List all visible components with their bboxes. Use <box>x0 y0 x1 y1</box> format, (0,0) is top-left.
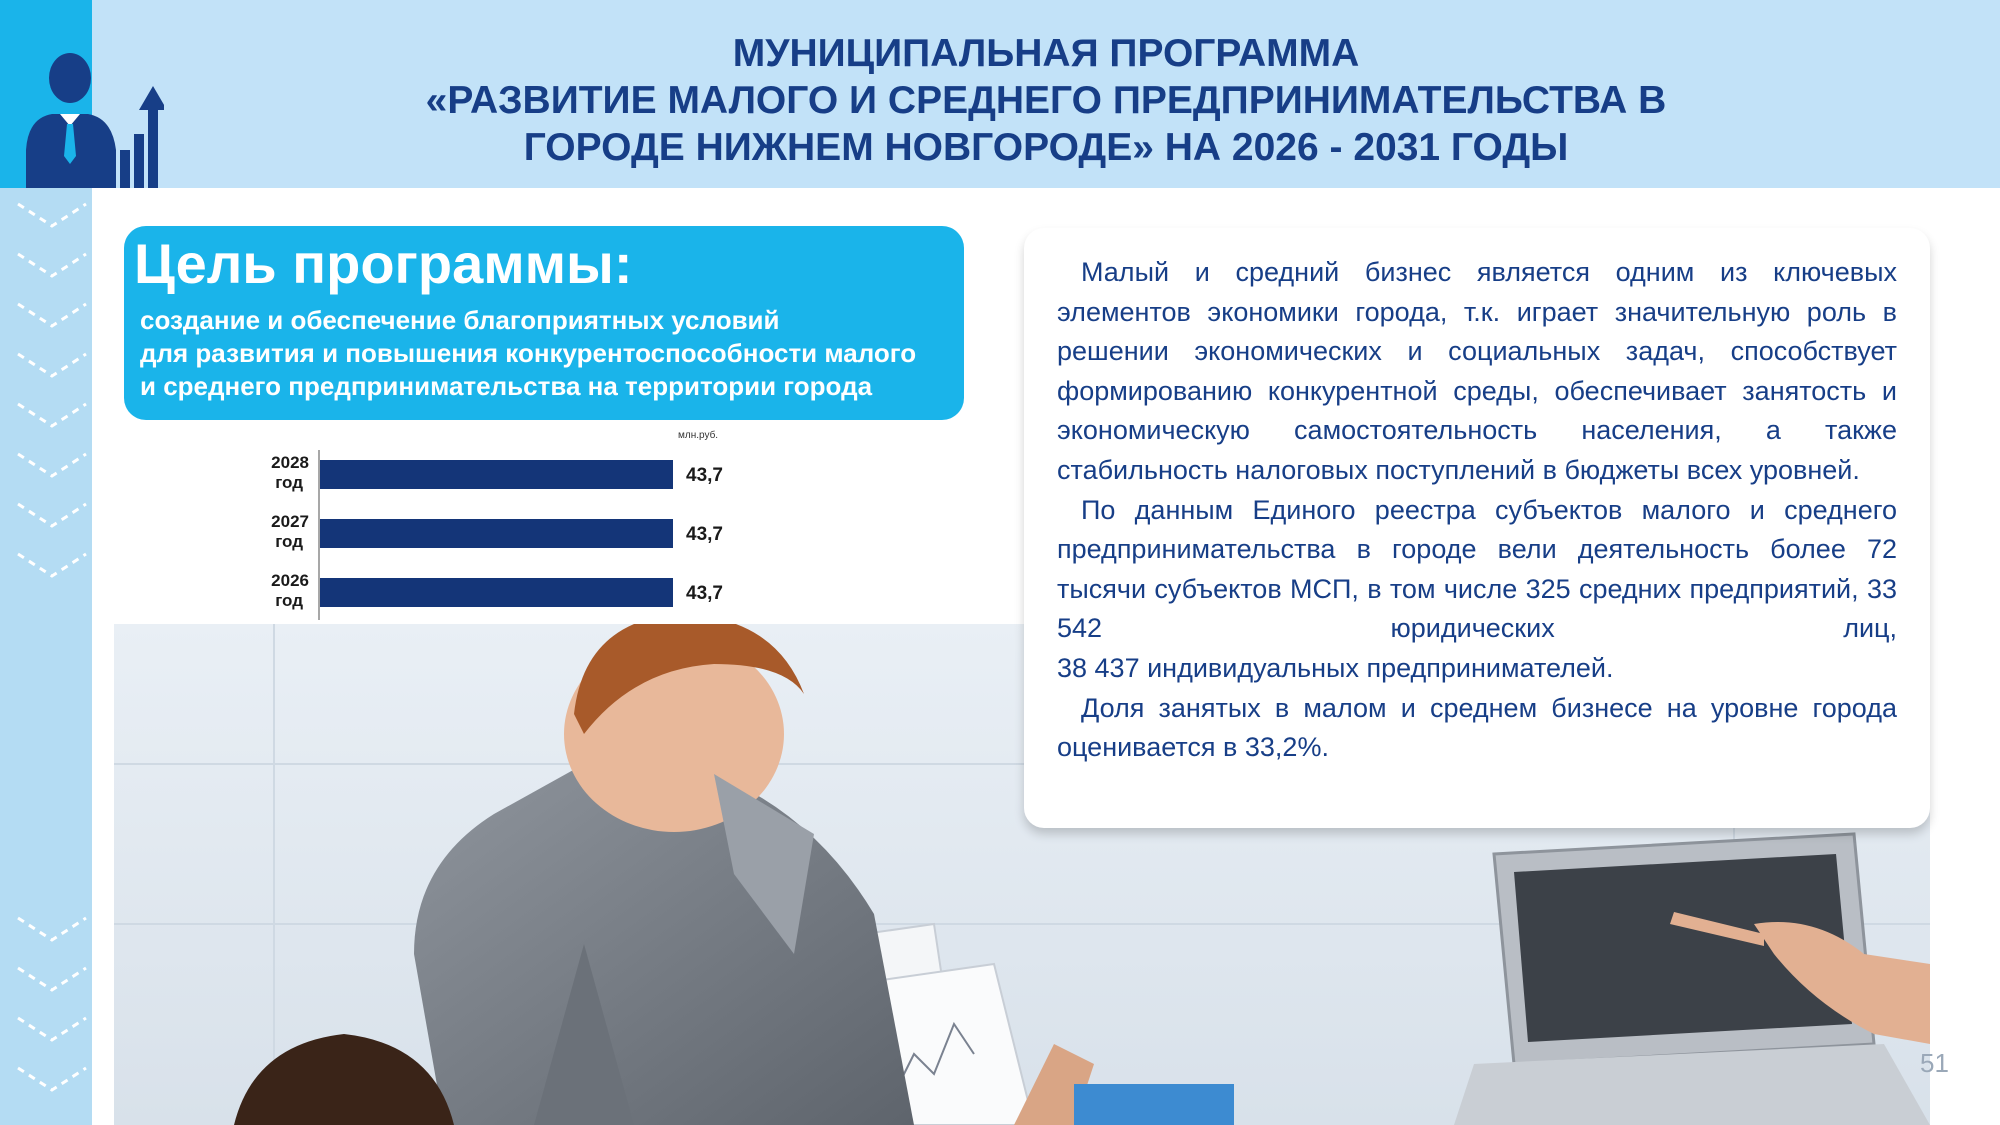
paragraph-2: По данным Единого реестра субъектов малого и среднего предпринимательства в городе вели деятельность более 72 тысячи субъектов МСП, в том числе 325 средних предприятий, 33 542 юридических лиц, <box>1057 494 1897 644</box>
bar-2028 <box>320 460 673 489</box>
category-suffix-2028: год <box>275 473 303 492</box>
chart-bars <box>320 460 673 607</box>
chart-value-labels <box>686 465 723 604</box>
value-label-2026: 43,7 <box>686 583 723 604</box>
value-label-2028: 43,7 <box>686 465 723 486</box>
info-text-card <box>1024 228 1930 828</box>
chevron-pattern-bottom <box>14 910 90 1120</box>
chart-category-labels <box>271 453 309 610</box>
category-year-2028: 2028 <box>271 453 309 472</box>
category-suffix-2026: год <box>275 591 303 610</box>
category-year-2027: 2027 <box>271 512 309 531</box>
title-line-3: ГОРОДЕ НИЖНЕМ НОВГОРОДЕ» НА 2026 - 2031 ГОДЫ <box>523 126 1569 169</box>
goal-line-2: для развития и повышения конкурентоспособности малого <box>140 338 917 368</box>
goal-title: Цель программы: <box>134 232 633 295</box>
value-label-2027: 43,7 <box>686 524 723 545</box>
page-title <box>92 30 2000 171</box>
chevron-pattern-top <box>14 196 90 596</box>
title-line-2: «РАЗВИТИЕ МАЛОГО И СРЕДНЕГО ПРЕДПРИНИМАТЕЛЬСТВА В <box>425 79 1667 122</box>
bar-2027 <box>320 519 673 548</box>
chart-unit-label: млн.руб. <box>678 430 719 441</box>
goal-description <box>140 304 960 403</box>
goal-line-1: создание и обеспечение благоприятных условий <box>140 305 780 335</box>
page-number: 51 <box>1920 1048 1949 1078</box>
goal-line-3: и среднего предпринимательства на территории города <box>140 371 873 401</box>
funding-bar-chart <box>220 424 740 624</box>
paragraph-1: Малый и средний бизнес является одним из ключевых элементов экономики города, т.к. играет значительную роль в решении экономических и социальных задач, способствует формированию конкурентной среды, обеспечивает занятость и экономическую самостоятельность населения, а также стабильность налоговых поступлений в бюджеты всех уровней. <box>1057 257 1897 485</box>
businessman-growth-icon <box>22 52 164 188</box>
paragraph-3: Доля занятых в малом и среднем бизнесе на уровне города оценивается в 33,2%. <box>1057 692 1897 763</box>
info-text-body <box>1057 253 1897 768</box>
title-line-1: МУНИЦИПАЛЬНАЯ ПРОГРАММА <box>732 32 1360 75</box>
paragraph-2-end: 38 437 индивидуальных предпринимателей. <box>1057 652 1614 683</box>
bar-2026 <box>320 578 673 607</box>
category-year-2026: 2026 <box>271 571 309 590</box>
category-suffix-2027: год <box>275 532 303 551</box>
